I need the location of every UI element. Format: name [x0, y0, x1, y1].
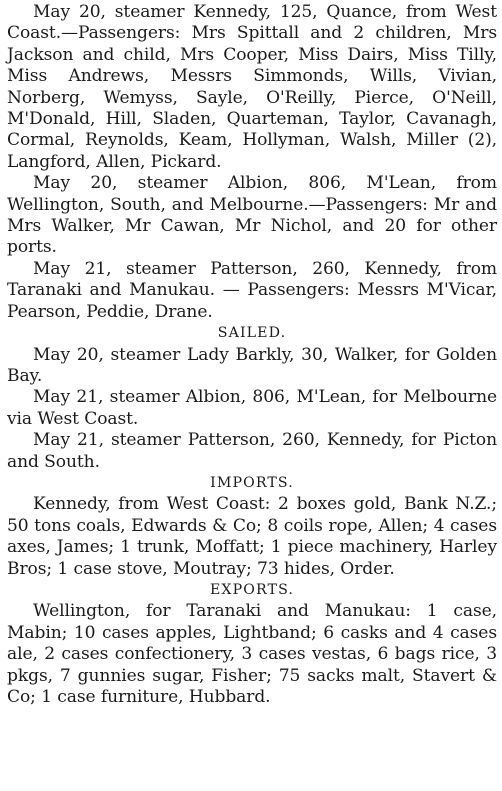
arrival-entry-patterson: May 21, steamer Patterson, 260, Kennedy, from Taranaki and Manukau. — Passengers: Messrs M'Vicar, Pearson, Peddie, Drane. [7, 258, 497, 322]
arrival-entry-kennedy: May 20, steamer Kennedy, 125, Quance, from West Coast.—Passengers: Mrs Spittall and 2 children, Mrs Jackson and child, Mrs Cooper, Miss Dairs, Miss Tilly, Miss Andrews, Messrs Simmonds, Wills, Vivian, Norberg, Wemyss, Sayle, O'Reilly, Pierce, O'Neill, M'Donald, Hill, Sladen, Quarteman, Taylor, Cavanagh, Cormal, Reynolds, Keam, Hollyman, Walsh, Miller (2), Langford, Allen, Pickard. [7, 2, 497, 172]
arrival-entry-albion: May 20, steamer Albion, 806, M'Lean, from Wellington, South, and Melbourne.—Passengers: Mr and Mrs Walker, Mr Cawan, Mr Nichol, and 20 for other ports. [7, 173, 497, 258]
sailed-entry-patterson: May 21, steamer Patterson, 260, Kennedy, for Picton and South. [7, 430, 497, 472]
exports-entry-wellington: Wellington, for Taranaki and Manukau: 1 case, Mabin; 10 cases apples, Lightband; 6 casks and 4 cases ale, 2 cases confectionery, 3 cases vestas, 6 bags rice, 3 pkgs, 7 gunnies sugar, Fisher; 75 sacks malt, Stavert & Co; 1 case furniture, Hubbard. [7, 601, 497, 707]
imports-heading: IMPORTS. [210, 474, 294, 491]
imports-entry-kennedy: Kennedy, from West Coast: 2 boxes gold, Bank N.Z.; 50 tons coals, Edwards & Co; 8 coils rope, Allen; 4 cases axes, James; 1 trunk, Moffatt; 1 piece machinery, Harley Bros; 1 case stove, Moutray; 73 hides, Order. [7, 494, 497, 579]
sailed-heading: SAILED. [217, 325, 287, 342]
sailed-entry-albion: May 21, steamer Albion, 806, M'Lean, for Melbourne via West Coast. [7, 387, 497, 429]
shipping-column [7, 2, 497, 708]
exports-heading: EXPORTS. [209, 581, 295, 598]
sailed-entry-lady-barkly: May 20, steamer Lady Barkly, 30, Walker, for Golden Bay. [7, 344, 497, 386]
